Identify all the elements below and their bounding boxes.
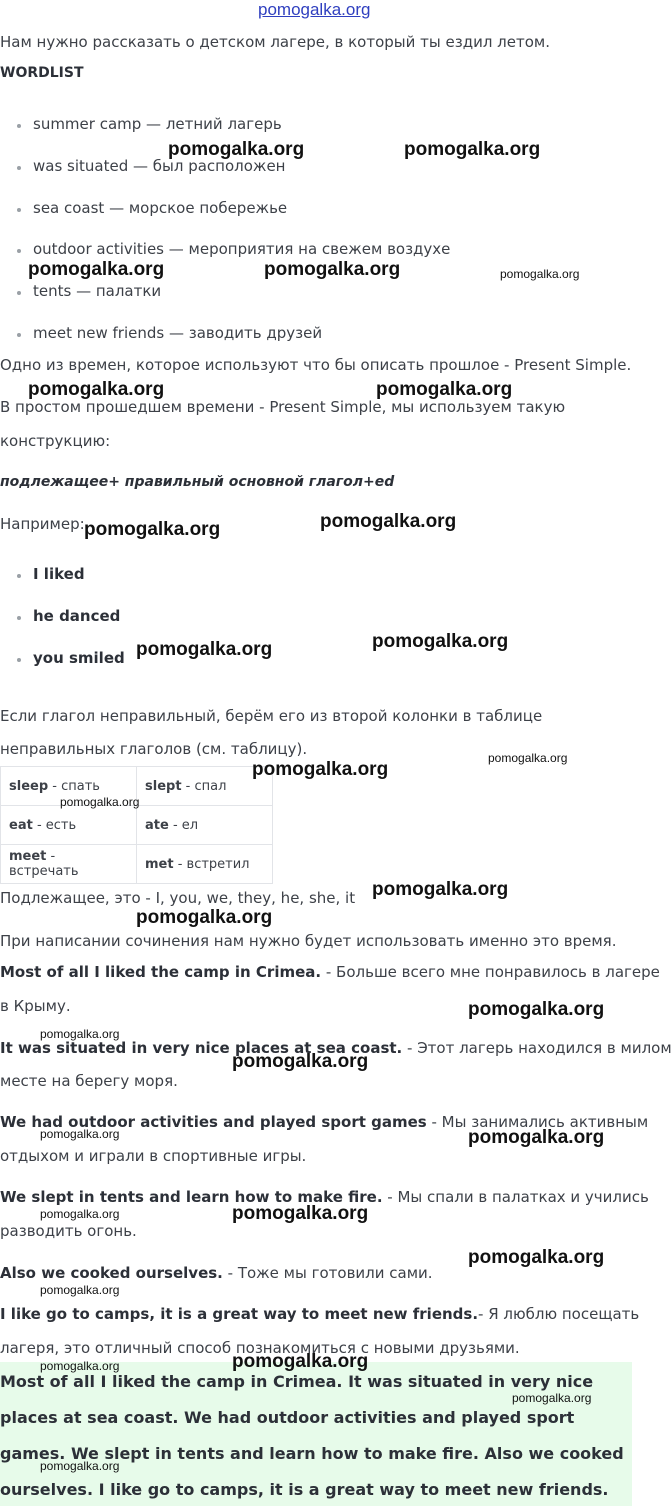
tense-intro: Одно из времен, которое используют что бы описать прошлое - Present Simple. <box>0 356 632 374</box>
watermark: pomogalka.org <box>232 1203 369 1224</box>
table-row <box>1 806 273 845</box>
watermark: pomogalka.org <box>512 1391 592 1405</box>
list-item: summer camp — летний лагерь <box>33 115 282 133</box>
bullet-icon <box>17 333 21 337</box>
watermark: pomogalka.org <box>40 1207 120 1221</box>
list-item: outdoor activities — мероприятия на свежем воздухе <box>33 240 451 258</box>
watermark: pomogalka.org <box>28 379 165 400</box>
list-item: tents — палатки <box>33 282 162 300</box>
watermark: pomogalka.org <box>488 751 568 765</box>
bullet-icon <box>17 208 21 212</box>
watermark: pomogalka.org <box>252 759 389 780</box>
tense-line: В простом прошедшем времени - Present Simple, мы используем такую <box>0 398 566 416</box>
watermark: pomogalka.org <box>468 1247 605 1268</box>
bullet-icon <box>17 658 21 662</box>
example-label: Например: <box>0 515 85 533</box>
table-cell: sleep - спать <box>1 767 137 806</box>
list-item: meet new friends — заводить друзей <box>33 324 323 342</box>
sentence: We slept in tents and learn how to make fire. - Мы спали в палатках и учились <box>0 1188 649 1206</box>
sentence-translation: месте на берегу моря. <box>0 1072 178 1090</box>
watermark: pomogalka.org <box>404 139 541 160</box>
watermark: pomogalka.org <box>40 1459 120 1473</box>
watermark: pomogalka.org <box>372 631 509 652</box>
watermark: pomogalka.org <box>40 1027 120 1041</box>
example-item: I liked <box>33 565 85 583</box>
watermark: pomogalka.org <box>40 1127 120 1141</box>
watermark: pomogalka.org <box>468 999 605 1020</box>
sentence-translation: в Крыму. <box>0 997 71 1015</box>
watermark: pomogalka.org <box>40 1359 120 1373</box>
table-cell: ate - ел <box>137 806 273 845</box>
watermark: pomogalka.org <box>136 907 273 928</box>
intro-text: Нам нужно рассказать о детском лагере, в который ты ездил летом. <box>0 33 550 51</box>
bullet-icon <box>17 616 21 620</box>
sentence: It was situated in very nice places at sea coast. - Этот лагерь находился в милом <box>0 1039 672 1057</box>
sentence-translation: разводить огонь. <box>0 1222 137 1240</box>
bullet-icon <box>17 291 21 295</box>
watermark: pomogalka.org <box>320 511 457 532</box>
sentence: Most of all I liked the camp in Crimea. - Больше всего мне понравилось в лагере <box>0 963 660 981</box>
watermark: pomogalka.org <box>468 1127 605 1148</box>
watermark: pomogalka.org <box>232 1051 369 1072</box>
watermark: pomogalka.org <box>264 259 401 280</box>
bullet-icon <box>17 166 21 170</box>
example-item: you smiled <box>33 649 125 667</box>
sentence: I like go to camps, it is a great way to meet new friends.- Я люблю посещать <box>0 1305 640 1323</box>
bullet-icon <box>17 249 21 253</box>
watermark: pomogalka.org <box>376 379 513 400</box>
wordlist-title: WORDLIST <box>0 65 84 81</box>
tense-line: конструкцию: <box>0 432 111 450</box>
sentence: We had outdoor activities and played sport games - Мы занимались активным <box>0 1113 649 1131</box>
site-watermark-link[interactable]: pomogalka.org <box>258 0 371 19</box>
list-item: was situated — был расположен <box>33 157 286 175</box>
table-cell: met - встретил <box>137 845 273 884</box>
irregular-line: неправильных глаголов (см. таблицу). <box>0 740 308 758</box>
watermark: pomogalka.org <box>372 879 509 900</box>
sentence-translation: лагеря, это отличный способ познакомиться с новыми друзьями. <box>0 1339 520 1357</box>
sentence-translation: отдыхом и играли в спортивные игры. <box>0 1147 307 1165</box>
formula: подлежащее+ правильный основной глагол+ed <box>0 474 395 490</box>
subject-line: Подлежащее, это - I, you, we, they, he, she, it <box>0 889 356 907</box>
table-cell: meet - встречать <box>1 845 137 884</box>
bullet-icon <box>17 124 21 128</box>
bullet-icon <box>17 574 21 578</box>
final-essay: Most of all I liked the camp in Crimea. It was situated in very nice places at sea coast. We had outdoor activities and played sport games. We slept in tents and learn how to make fire. Also we cooked ourselves. I like go to camps, it is a great way to meet new friends. <box>0 1372 624 1499</box>
example-item: he danced <box>33 607 121 625</box>
table-cell: slept - спал <box>137 767 273 806</box>
watermark: pomogalka.org <box>168 139 305 160</box>
table-cell: eat - есть <box>1 806 137 845</box>
watermark: pomogalka.org <box>40 1283 120 1297</box>
sentence: Also we cooked ourselves. - Тоже мы готовили сами. <box>0 1264 433 1282</box>
essay-note: При написании сочинения нам нужно будет использовать именно это время. <box>0 932 617 950</box>
table-row <box>1 845 273 884</box>
watermark: pomogalka.org <box>136 639 273 660</box>
watermark: pomogalka.org <box>232 1351 369 1372</box>
watermark: pomogalka.org <box>28 259 165 280</box>
irregular-verb-table <box>0 766 273 884</box>
watermark: pomogalka.org <box>84 519 221 540</box>
irregular-line: Если глагол неправильный, берём его из второй колонки в таблице <box>0 707 543 725</box>
list-item: sea coast — морское побережье <box>33 199 288 217</box>
watermark: pomogalka.org <box>500 267 580 281</box>
watermark: pomogalka.org <box>60 795 140 809</box>
